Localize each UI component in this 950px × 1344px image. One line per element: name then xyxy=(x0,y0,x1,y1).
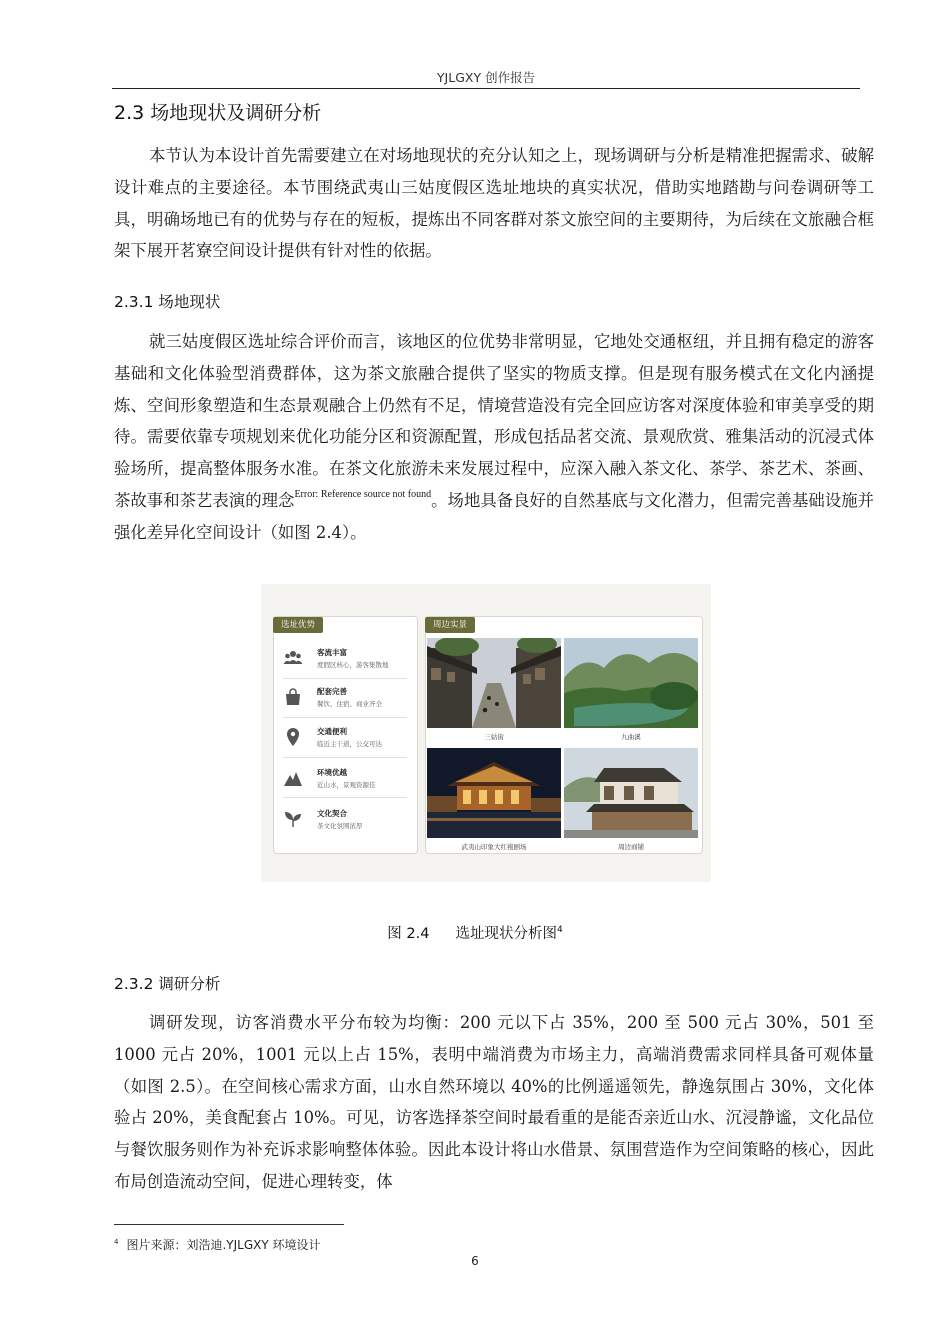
advantage-title: 环境优越 xyxy=(317,768,347,777)
section-title: 2.3 场地现状及调研分析 xyxy=(114,102,322,124)
subsection-title-survey: 2.3.2 调研分析 xyxy=(114,975,221,993)
advantage-title: 配套完善 xyxy=(317,687,347,696)
advantage-item xyxy=(283,683,403,715)
figure-caption xyxy=(0,922,950,943)
advantage-desc: 度假区核心，游客集散地 xyxy=(317,661,389,669)
leaf-icon xyxy=(283,809,303,829)
subsection-title-site: 2.3.1 场地现状 xyxy=(114,293,221,311)
advantage-desc: 茶文化氛围浓厚 xyxy=(317,822,363,830)
advantage-desc: 餐饮、住宿、商业齐全 xyxy=(317,700,382,708)
reference-error: Error: Reference source not found xyxy=(294,488,432,500)
divider xyxy=(283,757,407,758)
divider xyxy=(283,717,407,718)
location-pin-icon xyxy=(283,727,303,747)
survey-paragraph: 调研发现，访客消费水平分布较为均衡：200 元以下占 35%，200 至 500 元占 30%，501 至 1000 元占 20%，1001 元以上占 15%，表明中端消费为市场主力，高端消费需求同样具备可观体量（如图 2.5）。在空间核心需求方面，山水自然环境以 40%的比例遥遥领先，静逸氛围占 30%，文化体验占 20%，美食配套占 10%。可见，访客选择茶空间时最看重的是能否亲近山水、沉浸静谧，文化品位与餐饮服务则作为补充诉求影响整体体验。因此本设计将山水借景、氛围营造作为空间策略的核心，因此布局创造流动空间，促进心理转变，体 xyxy=(114,1013,874,1191)
figure-number: 图 2.4 xyxy=(387,926,430,942)
footnote-mark: 4 xyxy=(556,925,563,936)
photo-caption: 周边商铺 xyxy=(618,843,644,851)
photo-nearby-shops xyxy=(564,748,698,838)
photo-caption: 九曲溪 xyxy=(621,733,641,741)
photo-caption: 三姑街 xyxy=(484,733,504,741)
running-header: YJLGXY 创作报告 xyxy=(436,70,536,85)
shopping-bag-icon xyxy=(283,687,303,707)
advantage-title: 文化契合 xyxy=(317,809,347,818)
advantage-item xyxy=(283,723,403,755)
divider xyxy=(283,678,407,679)
site-status-paragraph xyxy=(114,326,874,549)
footnote-number: 4 xyxy=(114,1238,119,1246)
footnote-rule xyxy=(114,1224,344,1225)
advantage-desc: 近山水，景观资源佳 xyxy=(317,781,376,789)
advantage-title: 客流丰富 xyxy=(317,648,347,657)
header-rule xyxy=(112,88,860,89)
photo-dahongpao-theatre xyxy=(427,748,561,838)
surroundings-tag: 周边实景 xyxy=(425,617,475,633)
footnote xyxy=(114,1236,321,1253)
footnote-text: 图片来源：刘浩迪.YJLGXY 环境设计 xyxy=(126,1238,321,1252)
photo-caption: 武夷山印象大红袍剧场 xyxy=(461,843,527,851)
advantage-item xyxy=(283,805,403,837)
divider xyxy=(283,797,407,798)
site-status-text-a: 就三姑度假区选址综合评价而言，该地区的位优势非常明显，它地处交通枢纽，并且拥有稳定的游客基础和文化体验型消费群体，这为茶文旅融合提供了坚实的物质支撑。但是现有服务模式在文化内涵提炼、空间形象塑造和生态景观融合上仍然有不足，情境营造没有完全回应访客对深度体验和审美享受的期待。需要依靠专项规划来优化功能分区和资源配置，形成包括品茗交流、景观欣赏、雅集活动的沉浸式体验场所，提高整体服务水准。在茶文化旅游未来发展过程中，应深入融入茶文化、茶学、茶艺术、茶画、茶故事和茶艺表演的理念 xyxy=(114,332,874,510)
mountain-icon xyxy=(283,768,303,788)
advantage-desc: 临近主干道，公交可达 xyxy=(317,740,382,748)
advantage-item xyxy=(283,764,403,796)
photo-sangu-street xyxy=(427,638,561,728)
site-analysis-figure xyxy=(261,584,711,882)
advantage-item xyxy=(283,644,403,676)
page-number: 6 xyxy=(471,1254,479,1268)
intro-paragraph: 本节认为本设计首先需要建立在对场地现状的充分认知之上，现场调研与分析是精准把握需求、破解设计难点的主要途径。本节围绕武夷山三姑度假区选址地块的真实状况，借助实地踏勘与问卷调研等工具，明确场地已有的优势与存在的短板，提炼出不同客群对茶文旅空间的主要期待，为后续在文旅融合框架下展开茗寮空间设计提供有针对性的依据。 xyxy=(114,146,874,261)
people-icon xyxy=(283,648,303,668)
figure-title: 选址现状分析图 xyxy=(455,926,557,942)
site-status-text-b: 。场地具备良好的自然基底与文化潜力，但需完善基础设施并强化差异化空间设计（如图 2.4）。 xyxy=(114,490,875,542)
photo-jiuqu-stream xyxy=(564,638,698,728)
advantages-tag: 选址优势 xyxy=(273,617,323,633)
advantage-title: 交通便利 xyxy=(317,727,347,736)
